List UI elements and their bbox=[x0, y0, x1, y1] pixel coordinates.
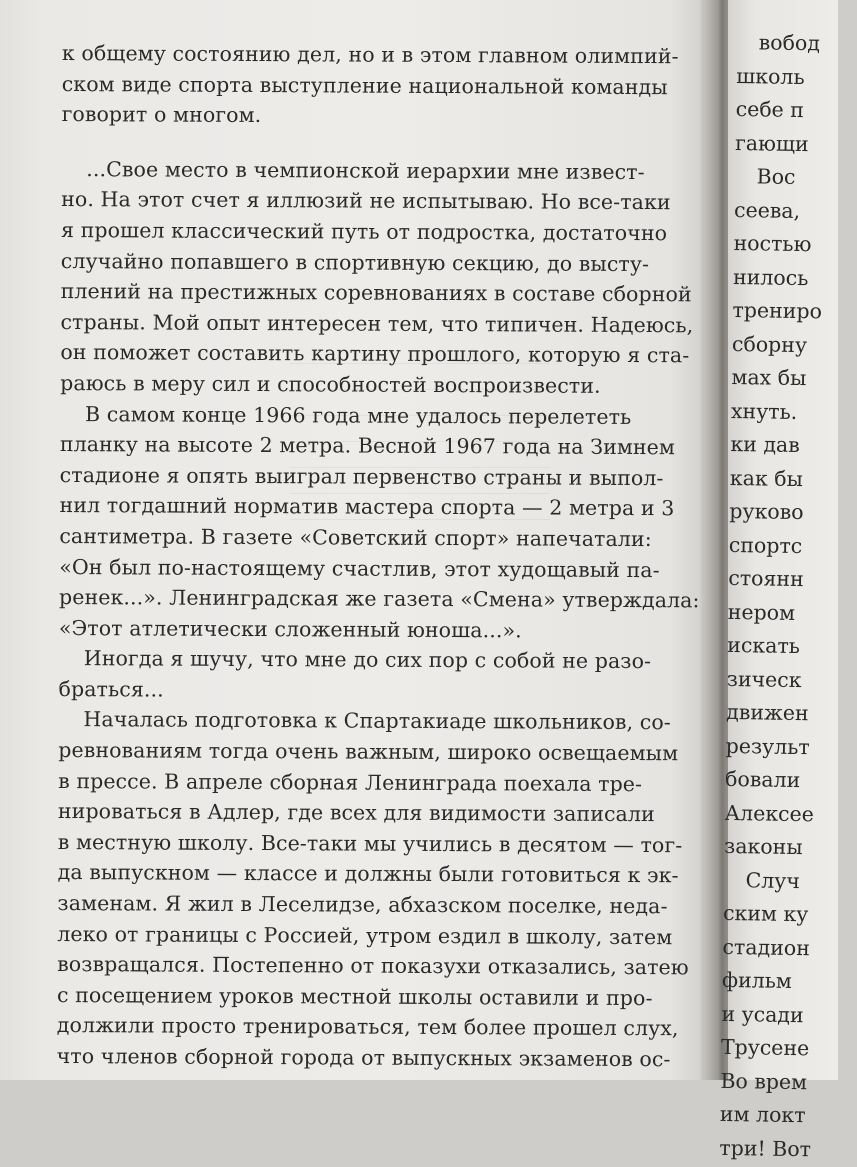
text-line: к общему состоянию дел, но и в этом главном олимпий- bbox=[61, 40, 679, 69]
text-fragment: и усади bbox=[721, 1001, 804, 1027]
text-line: ренек...». Ленинградская же газета «Смена» утверждала: bbox=[59, 585, 700, 613]
left-page-text bbox=[56, 38, 700, 1075]
text-line: нил тогдашний норматив мастера спорта — 2 метра и 3 bbox=[59, 493, 675, 521]
text-line: «Этот атлетически сложенный юноша...». bbox=[58, 615, 522, 643]
text-fragment: сеева, bbox=[733, 197, 801, 223]
text-line: раюсь в меру сил и способностей воспроизвести. bbox=[60, 370, 601, 398]
text-fragment: сборну bbox=[731, 331, 808, 357]
text-fragment: руково bbox=[729, 498, 804, 525]
text-fragment: фильм bbox=[721, 967, 793, 993]
text-line: возвращался. Постепенно от показухи отказались, затею bbox=[57, 952, 689, 980]
text-fragment: как бы bbox=[729, 465, 804, 491]
text-fragment: стоянн bbox=[728, 565, 804, 592]
text-fragment: движен bbox=[726, 699, 809, 726]
text-line: в прессе. В апреле сборная Ленинграда поехала тре- bbox=[58, 768, 643, 796]
text-fragment: нером bbox=[727, 599, 796, 625]
text-line: случайно попавшего в спортивную секцию, до высту- bbox=[60, 248, 650, 276]
right-page-text bbox=[719, 26, 857, 1167]
text-line: ревнованиям тогда очень важным, широко освещаемым bbox=[58, 738, 679, 766]
text-line: что членов сборной города от выпускных экзаменов ос- bbox=[56, 1043, 671, 1072]
text-line: плений на престижных соревнованиях в составе сборной bbox=[60, 279, 692, 307]
text-line: ском виде спорта выступление национальной команды bbox=[61, 71, 668, 99]
text-line: «Он был по-настоящему счастлив, этот худощавый па- bbox=[59, 554, 660, 582]
text-line: заменам. Я жил в Леселидзе, абхазском поселке, неда- bbox=[57, 891, 668, 919]
text-fragment: мах бы bbox=[731, 364, 807, 391]
text-line: должили просто тренироваться, тем более прошел слух, bbox=[56, 1013, 679, 1041]
text-fragment: ским ку bbox=[722, 900, 809, 927]
text-line: ...Свое место в чемпионской иерархии мне извест- bbox=[86, 156, 645, 184]
text-line: В самом конце 1966 года мне удалось перелететь bbox=[84, 401, 632, 429]
text-line: я прошел классический путь от подростка, достаточно bbox=[60, 217, 668, 246]
text-fragment: спортс bbox=[728, 532, 803, 558]
text-line: но. На этот счет я иллюзий не испытываю. Но все-таки bbox=[61, 187, 671, 215]
text-line: сантиметра. В газете «Советский спорт» напечатали: bbox=[59, 523, 652, 552]
text-fragment: бовали bbox=[724, 766, 801, 793]
text-line: страны. Мой опыт интересен тем, что типичен. Надеюсь, bbox=[60, 309, 694, 338]
text-line: леко от границы с Россией, утром ездил в школу, затем bbox=[57, 921, 673, 949]
text-fragment: искать bbox=[727, 632, 801, 659]
text-fragment: три! Вот bbox=[719, 1135, 812, 1161]
text-fragment: стадион bbox=[722, 934, 811, 960]
text-line: Началась подготовка к Спартакиаде школьников, со- bbox=[83, 707, 671, 735]
text-fragment: хнуть. bbox=[730, 398, 798, 424]
text-fragment: Алексее bbox=[724, 800, 815, 826]
text-fragment: ки дав bbox=[730, 431, 801, 458]
text-fragment: вобод bbox=[758, 30, 821, 56]
text-fragment: ностью bbox=[733, 230, 812, 257]
text-line: нироваться в Адлер, где всех для видимости записали bbox=[57, 799, 655, 827]
text-fragment: трениро bbox=[732, 297, 823, 324]
text-fragment: Во врем bbox=[720, 1068, 808, 1094]
text-fragment: нилось bbox=[732, 264, 809, 290]
text-fragment: Трусене bbox=[720, 1034, 810, 1061]
text-fragment: Вос bbox=[756, 164, 796, 189]
text-line: браться... bbox=[58, 676, 164, 702]
text-line: с посещением уроков местной школы оставили и про- bbox=[56, 982, 653, 1010]
text-line: в местную школу. Все-таки мы учились в десятом — тог- bbox=[57, 829, 683, 858]
text-line: Иногда я шучу, что мне до сих пор с собой не разо- bbox=[83, 646, 652, 674]
text-line: он поможет составить картину прошлого, которую я ста- bbox=[60, 340, 690, 368]
text-fragment: им локт bbox=[719, 1101, 806, 1128]
text-fragment: результ bbox=[725, 733, 810, 759]
text-fragment: гающи bbox=[734, 130, 809, 156]
text-fragment: школь bbox=[736, 63, 805, 89]
text-line: стадионе я опять выиграл первенство страны и выпол- bbox=[59, 462, 664, 490]
text-line: планку на высоте 2 метра. Весной 1967 года на Зимнем bbox=[59, 432, 676, 460]
text-line: говорит о многом. bbox=[61, 102, 262, 128]
text-fragment: себе п bbox=[735, 96, 805, 123]
text-line: да выпускном — классе и должны были готовиться к эк- bbox=[57, 860, 679, 888]
text-fragment: зическ bbox=[726, 666, 802, 692]
text-fragment: Случ bbox=[745, 867, 801, 893]
text-fragment: законы bbox=[723, 833, 803, 860]
